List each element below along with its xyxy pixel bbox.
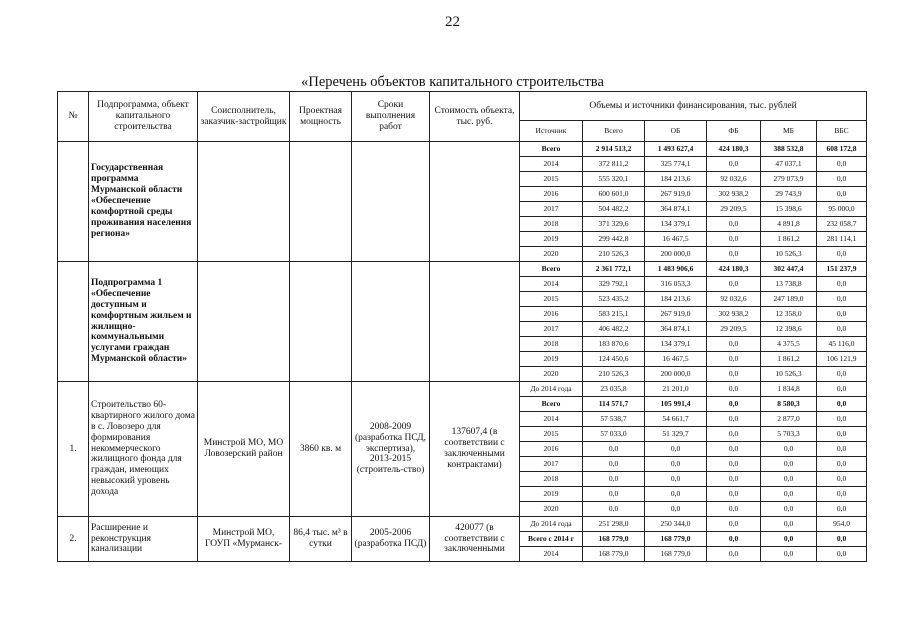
cell-mb: 0,0: [761, 472, 817, 487]
gp-num: [58, 142, 89, 262]
sp1-cost: [430, 262, 520, 382]
cell-ob: 200 000,0: [645, 247, 707, 262]
cell-fb: 0,0: [707, 517, 761, 532]
cell-source: 2014: [520, 412, 583, 427]
cell-ob: 267 919,0: [645, 187, 707, 202]
gp-cost: [430, 142, 520, 262]
cell-total: 57 033,0: [583, 427, 645, 442]
cell-ob: 0,0: [645, 457, 707, 472]
header-row: [58, 92, 867, 121]
cell-ob: 0,0: [645, 472, 707, 487]
cell-source: 2018: [520, 337, 583, 352]
header-funding: Объемы и источники финансирования, тыс. рублей: [520, 92, 867, 121]
cell-vbs: 0,0: [817, 487, 867, 502]
cell-fb: 0,0: [707, 337, 761, 352]
cell-ob: 0,0: [645, 487, 707, 502]
cell-vbs: 608 172,8: [817, 142, 867, 157]
cell-total: 406 482,2: [583, 322, 645, 337]
table-row: [58, 382, 867, 397]
cell-fb: 92 032,6: [707, 172, 761, 187]
cell-vbs: 954,0: [817, 517, 867, 532]
cell-fb: 0,0: [707, 247, 761, 262]
cell-fb: 0,0: [707, 397, 761, 412]
cell-source: Всего с 2014 г: [520, 532, 583, 547]
cell-fb: 0,0: [707, 277, 761, 292]
cell-vbs: 151 237,9: [817, 262, 867, 277]
cell-source: 2019: [520, 352, 583, 367]
table-row: [58, 262, 867, 277]
cell-source: До 2014 года: [520, 382, 583, 397]
cell-fb: 302 938,2: [707, 187, 761, 202]
cell-mb: 47 037,1: [761, 157, 817, 172]
obj1-terms: 2008-2009 (разработка ПСД, экспертиза), 2013-2015 (строитель-ство): [352, 382, 430, 517]
cell-mb: 0,0: [761, 517, 817, 532]
obj2-capacity: 86,4 тыс. м³ в сутки: [290, 517, 352, 562]
subheader-vbs: ВБС: [817, 121, 867, 142]
cell-ob: 21 201,0: [645, 382, 707, 397]
cell-source: 2017: [520, 202, 583, 217]
cell-vbs: 0,0: [817, 382, 867, 397]
cell-ob: 168 779,0: [645, 532, 707, 547]
cell-source: 2014: [520, 547, 583, 562]
cell-mb: 388 532,8: [761, 142, 817, 157]
cell-vbs: 95 000,0: [817, 202, 867, 217]
cell-total: 251 298,0: [583, 517, 645, 532]
obj2-num: 2.: [58, 517, 89, 562]
sp1-num: [58, 262, 89, 382]
cell-mb: 4 891,8: [761, 217, 817, 232]
subheader-ob: ОБ: [645, 121, 707, 142]
cell-ob: 105 991,4: [645, 397, 707, 412]
table-row: [58, 517, 867, 532]
cell-fb: 29 209,5: [707, 202, 761, 217]
cell-source: 2020: [520, 502, 583, 517]
cell-total: 583 215,1: [583, 307, 645, 322]
cell-total: 555 320,1: [583, 172, 645, 187]
cell-fb: 0,0: [707, 502, 761, 517]
cell-total: 124 450,6: [583, 352, 645, 367]
cell-ob: 184 213,6: [645, 292, 707, 307]
cell-vbs: 0,0: [817, 427, 867, 442]
cell-total: 23 035,8: [583, 382, 645, 397]
header-terms: Сроки выполнения работ: [352, 92, 430, 142]
cell-mb: 12 358,0: [761, 307, 817, 322]
cell-total: 2 914 513,2: [583, 142, 645, 157]
cell-ob: 0,0: [645, 502, 707, 517]
cell-vbs: 0,0: [817, 247, 867, 262]
cell-total: 523 435,2: [583, 292, 645, 307]
cell-total: 168 779,0: [583, 547, 645, 562]
cell-total: 210 526,3: [583, 247, 645, 262]
header-cost: Стоимость объекта, тыс. руб.: [430, 92, 520, 142]
cell-mb: 29 743,9: [761, 187, 817, 202]
construction-objects-table: [57, 91, 867, 562]
header-executor: Соисполнитель, заказчик-застройщик: [198, 92, 290, 142]
header-num: №: [58, 92, 89, 142]
cell-vbs: 0,0: [817, 502, 867, 517]
cell-fb: 0,0: [707, 547, 761, 562]
cell-source: 2016: [520, 442, 583, 457]
gp-terms: [352, 142, 430, 262]
cell-total: 168 779,0: [583, 532, 645, 547]
cell-vbs: 0,0: [817, 442, 867, 457]
cell-mb: 2 877,0: [761, 412, 817, 427]
cell-source: 2015: [520, 172, 583, 187]
cell-ob: 200 000,0: [645, 367, 707, 382]
cell-mb: 0,0: [761, 487, 817, 502]
cell-mb: 8 580,3: [761, 397, 817, 412]
cell-mb: 1 834,8: [761, 382, 817, 397]
obj1-num: 1.: [58, 382, 89, 517]
cell-mb: 10 526,3: [761, 247, 817, 262]
cell-ob: 316 053,3: [645, 277, 707, 292]
cell-fb: 0,0: [707, 412, 761, 427]
sp1-name: Подпрограмма 1 «Обеспечение доступным и комфортным жильем и жилищно-коммунальными услугами граждан Мурманской области»: [89, 262, 198, 382]
cell-ob: 267 919,0: [645, 307, 707, 322]
cell-source: 2020: [520, 367, 583, 382]
cell-fb: 0,0: [707, 427, 761, 442]
cell-fb: 0,0: [707, 232, 761, 247]
cell-total: 0,0: [583, 502, 645, 517]
document-title: «Перечень объектов капитального строительства: [301, 74, 604, 90]
cell-source: 2014: [520, 157, 583, 172]
cell-vbs: 0,0: [817, 397, 867, 412]
cell-fb: 0,0: [707, 367, 761, 382]
obj2-terms: 2005-2006 (разработка ПСД): [352, 517, 430, 562]
cell-fb: 0,0: [707, 487, 761, 502]
cell-fb: 29 209,5: [707, 322, 761, 337]
cell-fb: 0,0: [707, 532, 761, 547]
obj1-name: Строительство 60-квартирного жилого дома в с. Ловозеро для формирования некоммерческого жилищного фонда для граждан, имеющих невысокий уровень дохода: [89, 382, 198, 517]
cell-source: 2016: [520, 307, 583, 322]
cell-ob: 54 661,7: [645, 412, 707, 427]
cell-ob: 16 467,5: [645, 352, 707, 367]
cell-ob: 1 493 627,4: [645, 142, 707, 157]
obj2-executor: Минстрой МО, ГОУП «Мурманск-: [198, 517, 290, 562]
cell-vbs: 0,0: [817, 172, 867, 187]
cell-source: 2018: [520, 217, 583, 232]
header-capacity: Проектная мощность: [290, 92, 352, 142]
cell-mb: 13 738,8: [761, 277, 817, 292]
cell-total: 57 538,7: [583, 412, 645, 427]
cell-source: Всего: [520, 262, 583, 277]
subheader-fb: ФБ: [707, 121, 761, 142]
cell-mb: 1 861,2: [761, 352, 817, 367]
cell-mb: 247 189,0: [761, 292, 817, 307]
sp1-executor: [198, 262, 290, 382]
cell-vbs: 0,0: [817, 367, 867, 382]
gp-capacity: [290, 142, 352, 262]
header-subprogram: Подпрограмма, объект капитального строительства: [89, 92, 198, 142]
cell-mb: 0,0: [761, 532, 817, 547]
cell-fb: 302 938,2: [707, 307, 761, 322]
cell-total: 0,0: [583, 457, 645, 472]
subheader-source: Источник: [520, 121, 583, 142]
cell-total: 371 329,6: [583, 217, 645, 232]
cell-vbs: 0,0: [817, 322, 867, 337]
cell-total: 210 526,3: [583, 367, 645, 382]
cell-vbs: 0,0: [817, 412, 867, 427]
cell-fb: 424 180,3: [707, 262, 761, 277]
cell-total: 329 792,1: [583, 277, 645, 292]
cell-ob: 1 483 906,6: [645, 262, 707, 277]
cell-total: 504 482,2: [583, 202, 645, 217]
cell-fb: 0,0: [707, 217, 761, 232]
obj1-cost: 137607,4 (в соответствии с заключенными контрактами): [430, 382, 520, 517]
cell-fb: 0,0: [707, 457, 761, 472]
obj2-name: Расширение и реконструкция канализации: [89, 517, 198, 562]
cell-vbs: 281 114,1: [817, 232, 867, 247]
cell-fb: 0,0: [707, 472, 761, 487]
cell-ob: 0,0: [645, 442, 707, 457]
cell-mb: 5 703,3: [761, 427, 817, 442]
cell-source: 2019: [520, 232, 583, 247]
page-number: 22: [445, 14, 460, 30]
sp1-terms: [352, 262, 430, 382]
gp-name: Государственная программа Мурманской области «Обеспечение комфортной среды проживания населения региона»: [89, 142, 198, 262]
cell-mb: 0,0: [761, 502, 817, 517]
cell-ob: 250 344,0: [645, 517, 707, 532]
cell-total: 600 601,0: [583, 187, 645, 202]
cell-fb: 0,0: [707, 442, 761, 457]
cell-mb: 15 398,6: [761, 202, 817, 217]
sp1-capacity: [290, 262, 352, 382]
cell-vbs: 0,0: [817, 472, 867, 487]
cell-total: 299 442,8: [583, 232, 645, 247]
cell-source: 2015: [520, 427, 583, 442]
cell-mb: 1 861,2: [761, 232, 817, 247]
cell-vbs: 0,0: [817, 532, 867, 547]
cell-mb: 0,0: [761, 442, 817, 457]
cell-source: 2014: [520, 277, 583, 292]
cell-mb: 0,0: [761, 547, 817, 562]
subheader-mb: МБ: [761, 121, 817, 142]
cell-source: Всего: [520, 397, 583, 412]
cell-ob: 16 467,5: [645, 232, 707, 247]
cell-total: 183 870,6: [583, 337, 645, 352]
table-row: [58, 142, 867, 157]
obj2-cost: 420077 (в соответствии с заключенными: [430, 517, 520, 562]
obj1-capacity: 3860 кв. м: [290, 382, 352, 517]
subheader-total: Всего: [583, 121, 645, 142]
cell-source: 2017: [520, 322, 583, 337]
cell-mb: 12 398,6: [761, 322, 817, 337]
cell-source: 2020: [520, 247, 583, 262]
cell-ob: 325 774,1: [645, 157, 707, 172]
cell-source: 2018: [520, 472, 583, 487]
obj1-executor: Минстрой МО, МО Ловозерский район: [198, 382, 290, 517]
cell-mb: 302 447,4: [761, 262, 817, 277]
cell-vbs: 0,0: [817, 307, 867, 322]
cell-vbs: 45 116,0: [817, 337, 867, 352]
cell-ob: 184 213,6: [645, 172, 707, 187]
cell-fb: 0,0: [707, 157, 761, 172]
cell-ob: 134 379,1: [645, 337, 707, 352]
cell-ob: 364 874,1: [645, 322, 707, 337]
cell-mb: 10 526,3: [761, 367, 817, 382]
cell-mb: 4 375,5: [761, 337, 817, 352]
cell-vbs: 0,0: [817, 547, 867, 562]
cell-source: 2017: [520, 457, 583, 472]
cell-total: 2 361 772,1: [583, 262, 645, 277]
cell-ob: 168 779,0: [645, 547, 707, 562]
cell-mb: 0,0: [761, 457, 817, 472]
cell-vbs: 0,0: [817, 187, 867, 202]
cell-fb: 424 180,3: [707, 142, 761, 157]
cell-total: 372 811,2: [583, 157, 645, 172]
cell-mb: 279 073,9: [761, 172, 817, 187]
cell-vbs: 106 121,9: [817, 352, 867, 367]
cell-total: 0,0: [583, 487, 645, 502]
cell-vbs: 0,0: [817, 157, 867, 172]
cell-vbs: 0,0: [817, 457, 867, 472]
cell-fb: 0,0: [707, 382, 761, 397]
cell-total: 114 571,7: [583, 397, 645, 412]
cell-source: 2015: [520, 292, 583, 307]
cell-fb: 0,0: [707, 352, 761, 367]
cell-source: Всего: [520, 142, 583, 157]
cell-ob: 51 329,7: [645, 427, 707, 442]
cell-vbs: 232 058,7: [817, 217, 867, 232]
cell-source: 2016: [520, 187, 583, 202]
cell-source: 2019: [520, 487, 583, 502]
cell-vbs: 0,0: [817, 292, 867, 307]
cell-total: 0,0: [583, 442, 645, 457]
cell-ob: 134 379,1: [645, 217, 707, 232]
cell-source: До 2014 года: [520, 517, 583, 532]
cell-total: 0,0: [583, 472, 645, 487]
cell-ob: 364 874,1: [645, 202, 707, 217]
cell-fb: 92 032,6: [707, 292, 761, 307]
gp-executor: [198, 142, 290, 262]
cell-vbs: 0,0: [817, 277, 867, 292]
